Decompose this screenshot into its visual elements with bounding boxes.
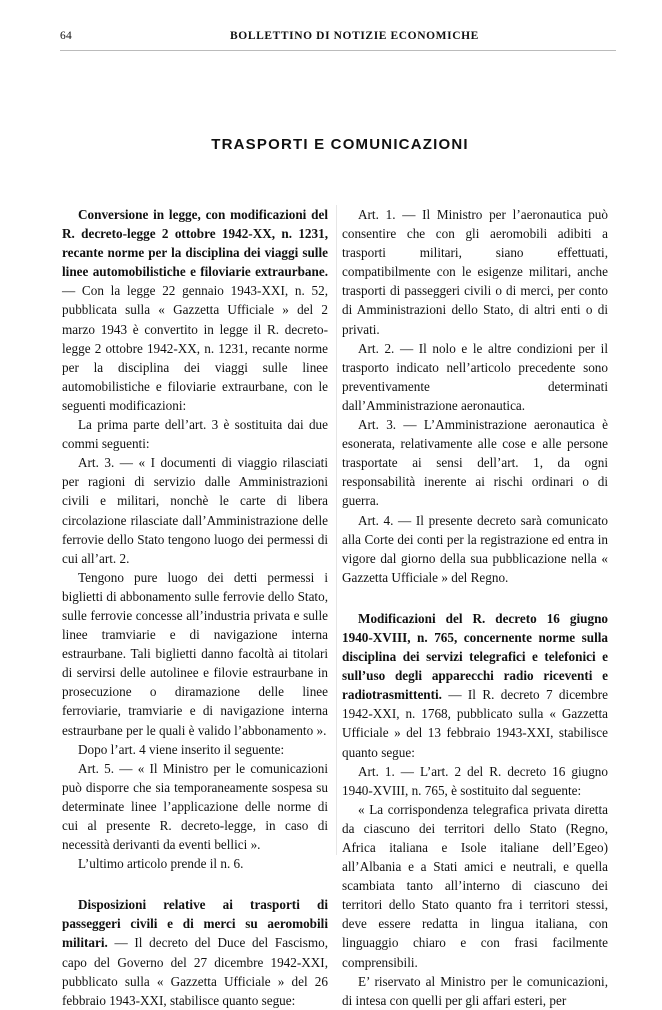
paragraph: L’ultimo articolo prende il n. 6. <box>78 856 244 872</box>
paragraph: Dopo l’art. 4 viene inserito il seguente: <box>78 741 285 757</box>
article-text: — Il R. decreto 7 dicembre 1942-XXI, n. 1768, pubblicato sulla « Gazzetta Ufficiale » del 13 febbraio 1943-XXI, stabilisce quanto segue: <box>342 687 608 760</box>
article-aeromobili <box>62 895 328 1010</box>
article-heading: Disposizioni relative ai trasporti di passeggeri civili e di merci su aeromobili militari. <box>62 897 328 951</box>
article-heading: Conversione in legge, con modificazioni del R. decreto-legge 2 ottobre 1942-XX, n. 1231, recante norme per la disciplina dei viaggi sulle linee automobilistiche e filoviarie extraurbane. <box>62 207 328 280</box>
paragraph: Art. 1. — L’art. 2 del R. decreto 16 giugno 1940-XVIII, n. 765, è sostituito dal seguente: <box>342 763 608 798</box>
page-number: 64 <box>60 30 73 42</box>
header-rule <box>60 50 616 51</box>
paragraph: Art. 4. — Il presente decreto sarà comunicato alla Corte dei conti per la registrazione ed entra in vigore dal giorno della sua pubblicazione nella « Gazzetta Ufficiale » del Regno. <box>342 512 608 585</box>
paragraph: E’ riservato al Ministro per le comunicazioni, di intesa con quelli per gli affari esteri, per <box>342 973 608 1008</box>
journal-title: BOLLETTINO DI NOTIZIE ECONOMICHE <box>230 30 479 42</box>
paragraph: Tengono pure luogo dei detti permessi i biglietti di abbonamento sulle ferrovie dello Stato, sulle ferrovie concesse all’industria privata e sulle linee tramviarie e di navigazione interna estraurbane. Tali biglietti danno facoltà ai titolari di servirsi delle autolinee e filovie estraurbane in prosecuzione o diramazione delle linee ferroviarie, tramviarie e di navigazione interna estraurbane per le quali è valido l’abbonamento ». <box>62 569 328 738</box>
paragraph: Art. 3. — « I documenti di viaggio rilasciati per ragioni di servizio dalle Amministrazioni civili e militari, nonchè le carte di libera circolazione rilasciate dall’Amministrazione delle ferrovie dello Stato tengono luogo dei permessi di cui all’art. 2. <box>62 455 328 566</box>
article-heading: Modificazioni del R. decreto 16 giugno 1940-XVIII, n. 765, concernente norme sulla disciplina dei servizi telegrafici e telefonici e sull’uso degli apparecchi radio riceventi e radiotrasmittenti. <box>342 610 608 703</box>
right-column <box>342 205 608 1010</box>
paragraph: Art. 1. — Il Ministro per l’aeronautica può consentire che con gli aeromobili adibiti a trasporti militari, siano effettuati, compatibilmente con le esigenze militari, anche trasporti di passeggeri civili o di merci, per conto di Amministrazioni dello Stato, di altri enti o di privati. <box>342 207 608 337</box>
paragraph: « La corrispondenza telegrafica privata diretta da ciascuno dei territori dello Stato (Regno, Africa italiana e Isole italiane dell’Egeo) all’Albania e a Stati amici e neutrali, e quella scambiata tanto all’interno di ciascuno dei territori dello Stato quanto fra i territori stessi, deve essere redatta in lingua italiana, con linguaggio chiaro e con frasi facilmente comprensibili. <box>342 801 608 970</box>
left-column <box>62 205 328 1010</box>
article-text: — Il decreto del Duce del Fascismo, capo del Governo del 27 dicembre 1942-XXI, pubblicato sulla « Gazzetta Ufficiale » del 26 febbraio 1943-XXI, stabilisce quanto segue: <box>62 935 328 1008</box>
article-spacer <box>342 587 608 609</box>
article-text: — Con la legge 22 gennaio 1943-XXI, n. 52, pubblicata sulla « Gazzetta Ufficiale » del 2 marzo 1943 è convertito in legge il R. decreto-legge 2 ottobre 1942-XX, n. 1231, recante norme per la disciplina dei viaggi sulle linee automobilistiche e filoviarie extraurbane, con le seguenti modificazioni: <box>62 283 328 413</box>
paragraph: Art. 5. — « Il Ministro per le comunicazioni può disporre che sia temporaneamente sospesa su determinate linee l’applicazione delle norme di cui al presente R. decreto-legge, in caso di necessità derivanti da eventi bellici ». <box>62 760 328 853</box>
section-title: TRASPORTI E COMUNICAZIONI <box>211 136 469 153</box>
running-head <box>60 30 620 50</box>
paragraph: Art. 3. — L’Amministrazione aeronautica è esonerata, relativamente alle cose e alle persone trasportate ai sensi dell’art. 1, da ogni responsabilità inerente ai rischi ordinari o di guerra. <box>342 417 608 509</box>
article-telegrafici <box>342 609 608 762</box>
paragraph: Art. 2. — Il nolo e le altre condizioni per il trasporto indicato nell’articolo precedente sono preventivamente determinati dall’Amministrazione aeronautica. <box>342 340 608 413</box>
column-gutter <box>336 205 337 855</box>
article-spacer <box>62 873 328 895</box>
paragraph: La prima parte dell’art. 3 è sostituita dai due commi seguenti: <box>62 417 328 452</box>
article-conversione <box>62 205 328 415</box>
